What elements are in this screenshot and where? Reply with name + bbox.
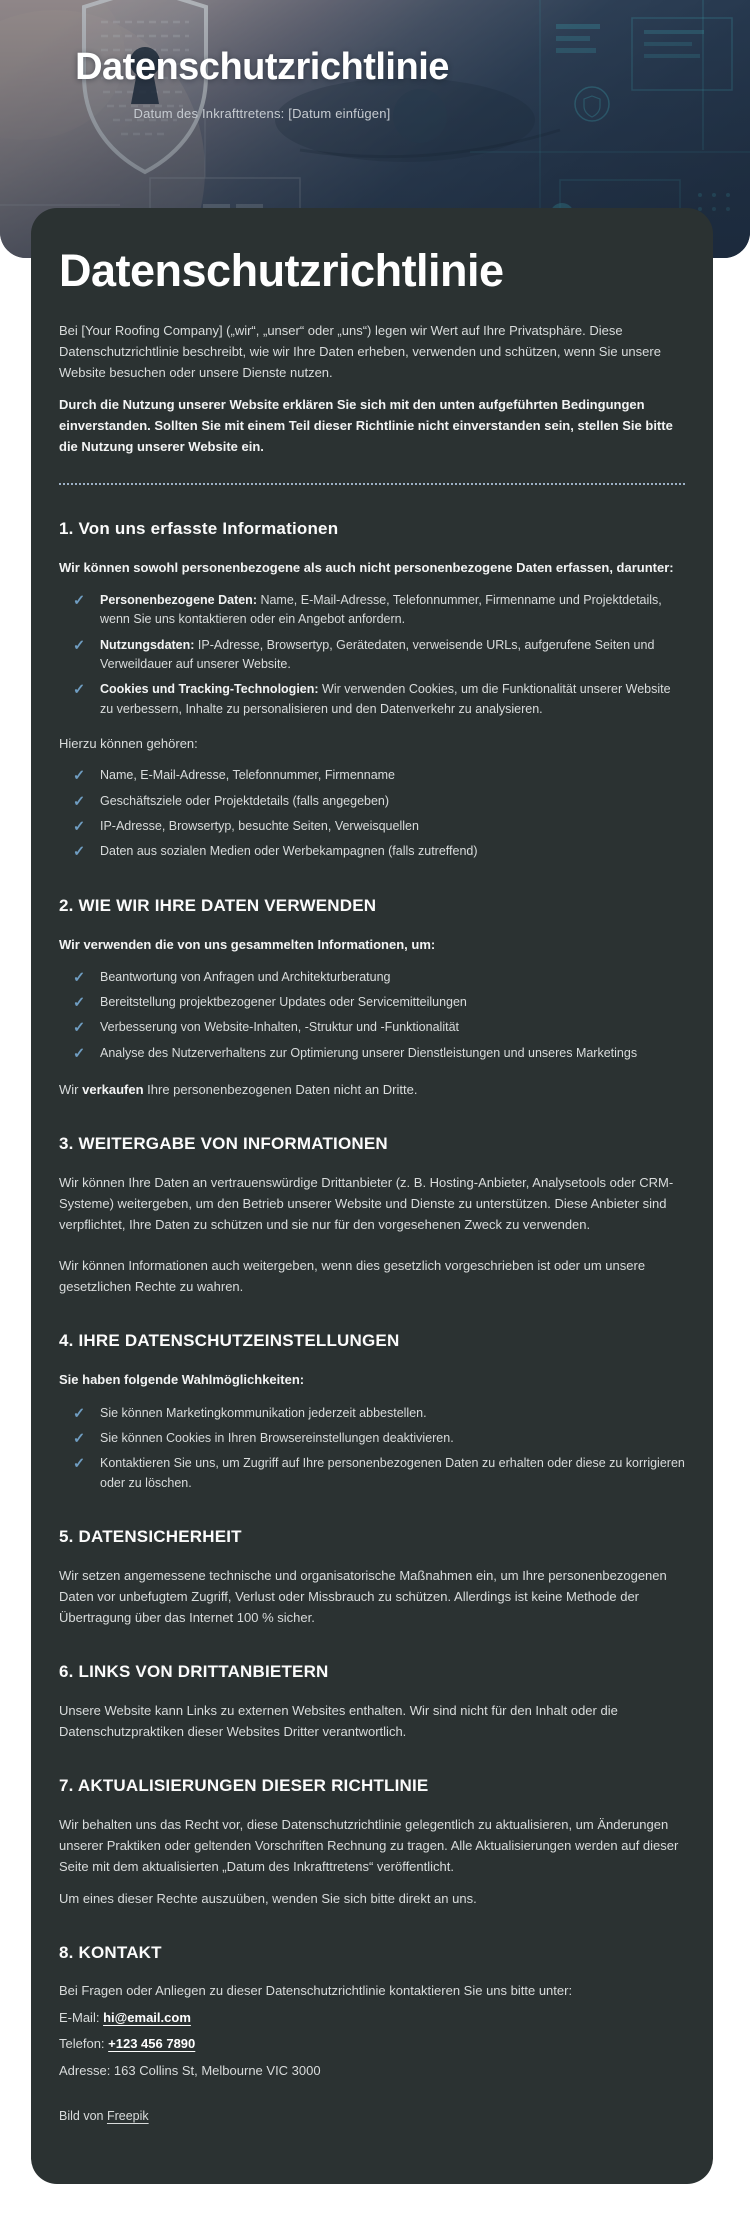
section-heading: 3. WEITERGABE VON INFORMATIONEN [59, 1134, 388, 1154]
dotted-divider [59, 483, 685, 485]
section-collected-information [59, 519, 685, 862]
policy-card [31, 208, 713, 2184]
list-item: ✓ Beantwortung von Anfragen und Architekturberatung [73, 968, 685, 987]
contact-email-row: E-Mail: hi@email.com [59, 2009, 191, 2025]
section-heading: 2. WIE WIR IHRE DATEN VERWENDEN [59, 895, 377, 915]
image-credit: Bild von Freepik [59, 2109, 149, 2124]
section-data-security [59, 1527, 685, 1628]
section-paragraph: Wir setzen angemessene technische und organisatorische Maßnahmen ein, um Ihre personenbezogenen Daten vor unbefugtem Zugriff, Verlust oder Missbrauch zu schützen. Allerdings ist keine Methode der Übertragung über das Internet 100 % sicher. [59, 1568, 667, 1626]
section-third-party-links [59, 1662, 685, 1742]
list-item: ✓ Nutzungsdaten: IP-Adresse, Browsertyp, Gerätedaten, verweisende URLs, aufgerufene Seiten und Verweildauer auf unserer Website. [73, 636, 685, 675]
section-information-sharing [59, 1134, 685, 1297]
no-sale-note: Wir verkaufen Ihre personenbezogenen Daten nicht an Dritte. [59, 1082, 418, 1098]
list-item: ✓ Name, E-Mail-Adresse, Telefonnummer, Firmenname [73, 766, 685, 785]
check-icon: ✓ [73, 1045, 86, 1062]
list-item: ✓ Geschäftsziele oder Projektdetails (falls angegeben) [73, 792, 685, 811]
hero-effective-date: Datum des Inkrafttretens: [Datum einfügen] [133, 105, 391, 121]
email-link[interactable]: hi@email.com [103, 2009, 191, 2025]
check-icon: ✓ [73, 844, 86, 861]
list-item: ✓ Cookies und Tracking-Technologien: Wir verwenden Cookies, um die Funktionalität unserer Website zu verbessern, Inhalte zu personalisieren und den Datenverkehr zu analysieren. [73, 680, 685, 719]
section-lead: Wir verwenden die von uns gesammelten Informationen, um: [59, 936, 436, 952]
page-title: Datenschutzrichtlinie [59, 245, 504, 296]
choices-list [59, 1404, 685, 1494]
check-icon: ✓ [73, 592, 86, 609]
section-paragraph: Wir können Ihre Daten an vertrauenswürdige Drittanbieter (z. B. Hosting-Anbieter, Analysetools oder CRM-Systeme) weitergeben, um den Betrieb unserer Website und Dienste zu unterstützen. Diese Anbieter sind verpflichtet, Ihre Daten zu schützen und sie nur für den vorgesehenen Zweck zu verwenden. [59, 1175, 674, 1233]
section-heading: 7. AKTUALISIERUNGEN DIESER RICHTLINIE [59, 1776, 429, 1796]
check-icon: ✓ [73, 793, 86, 810]
freepik-link[interactable]: Freepik [106, 2109, 149, 2124]
section-privacy-choices [59, 1331, 685, 1493]
list-item: ✓ Verbesserung von Website-Inhalten, -Struktur und -Funktionalität [73, 1018, 685, 1037]
section-contact [59, 1943, 685, 2126]
check-icon: ✓ [73, 1020, 86, 1037]
list-item: ✓ Bereitstellung projektbezogener Updates oder Servicemitteilungen [73, 993, 685, 1012]
section-heading: 1. Von uns erfasste Informationen [59, 518, 339, 538]
section-paragraph: Um eines dieser Rechte auszuüben, wenden Sie sich bitte direkt an uns. [59, 1891, 477, 1907]
hero-text-block [0, 46, 524, 121]
check-icon: ✓ [73, 682, 86, 699]
check-icon: ✓ [73, 1405, 86, 1422]
section-heading: 8. KONTAKT [59, 1943, 162, 1963]
list-item: ✓ IP-Adresse, Browsertyp, besuchte Seiten, Verweisquellen [73, 817, 685, 836]
phone-link[interactable]: +123 456 7890 [108, 2036, 196, 2052]
section-heading: 5. DATENSICHERHEIT [59, 1527, 242, 1546]
section-data-usage [59, 896, 685, 1101]
list-item: ✓ Daten aus sozialen Medien oder Werbekampagnen (falls zutreffend) [73, 842, 685, 861]
list-item: ✓ Kontaktieren Sie uns, um Zugriff auf Ihre personenbezogenen Daten zu erhalten oder diese zu korrigieren oder zu löschen. [73, 1454, 685, 1493]
collected-data-list [59, 591, 685, 719]
contact-address-row: Adresse: 163 Collins St, Melbourne VIC 3000 [59, 2062, 321, 2078]
hero-title: Datenschutzrichtlinie [75, 46, 449, 88]
section-policy-updates [59, 1776, 685, 1909]
list-item: ✓ Sie können Marketingkommunikation jederzeit abbestellen. [73, 1404, 685, 1423]
contact-phone-row: Telefon: +123 456 7890 [59, 2036, 196, 2052]
check-icon: ✓ [73, 637, 86, 654]
intro-paragraph-1: Bei [Your Roofing Company] („wir“, „unser“ oder „uns“) legen wir Wert auf Ihre Privatsphäre. Diese Datenschutzrichtlinie beschreibt, wie wir Ihre Daten erheben, verwenden und schützen, wenn Sie unsere Website besuchen oder unsere Dienste nutzen. [59, 322, 661, 380]
section-lead: Wir können sowohl personenbezogene als auch nicht personenbezogene Daten erfassen, darunter: [59, 559, 674, 575]
check-icon: ✓ [73, 768, 86, 785]
check-icon: ✓ [73, 818, 86, 835]
check-icon: ✓ [73, 969, 86, 986]
section-paragraph: Wir behalten uns das Recht vor, diese Datenschutzrichtlinie gelegentlich zu aktualisieren, um Änderungen unserer Praktiken oder geltenden Vorschriften Rechnung zu tragen. Alle Aktualisierungen werden auf dieser Seite mit dem aktualisierten „Datum des Inkrafttretens“ veröffentlicht. [59, 1817, 679, 1875]
list-item: ✓ Analyse des Nutzerverhaltens zur Optimierung unserer Dienstleistungen und unseres Marketings [73, 1044, 685, 1063]
section-heading: 4. IHRE DATENSCHUTZEINSTELLUNGEN [59, 1331, 400, 1351]
sub-lead: Hierzu können gehören: [59, 736, 198, 752]
list-item: ✓ Personenbezogene Daten: Name, E-Mail-Adresse, Telefonnummer, Firmenname und Projektdetails, wenn Sie uns kontaktieren oder ein Angebot anfordern. [73, 591, 685, 630]
check-icon: ✓ [73, 995, 86, 1012]
contact-intro: Bei Fragen oder Anliegen zu dieser Datenschutzrichtlinie kontaktieren Sie uns bitte unter: [59, 1983, 573, 1999]
section-paragraph: Wir können Informationen auch weitergeben, wenn dies gesetzlich vorgeschrieben ist oder um unsere gesetzlichen Rechte zu wahren. [59, 1258, 646, 1295]
intro-paragraph-2: Durch die Nutzung unserer Website erklären Sie sich mit den unten aufgeführten Bedingungen einverstanden. Sollten Sie mit einem Teil dieser Richtlinie nicht einverstanden sein, stellen Sie bitte die Nutzung unserer Website ein. [59, 396, 673, 454]
section-lead: Sie haben folgende Wahlmöglichkeiten: [59, 1372, 305, 1388]
usage-list [59, 968, 685, 1064]
check-icon: ✓ [73, 1430, 86, 1447]
data-examples-list [59, 766, 685, 862]
check-icon: ✓ [73, 1456, 86, 1473]
list-item: ✓ Sie können Cookies in Ihren Browsereinstellungen deaktivieren. [73, 1429, 685, 1448]
section-paragraph: Unsere Website kann Links zu externen Websites enthalten. Wir sind nicht für den Inhalt oder die Datenschutzpraktiken dieser Websites Dritter verantwortlich. [59, 1703, 618, 1740]
section-heading: 6. LINKS VON DRITTANBIETERN [59, 1662, 329, 1682]
